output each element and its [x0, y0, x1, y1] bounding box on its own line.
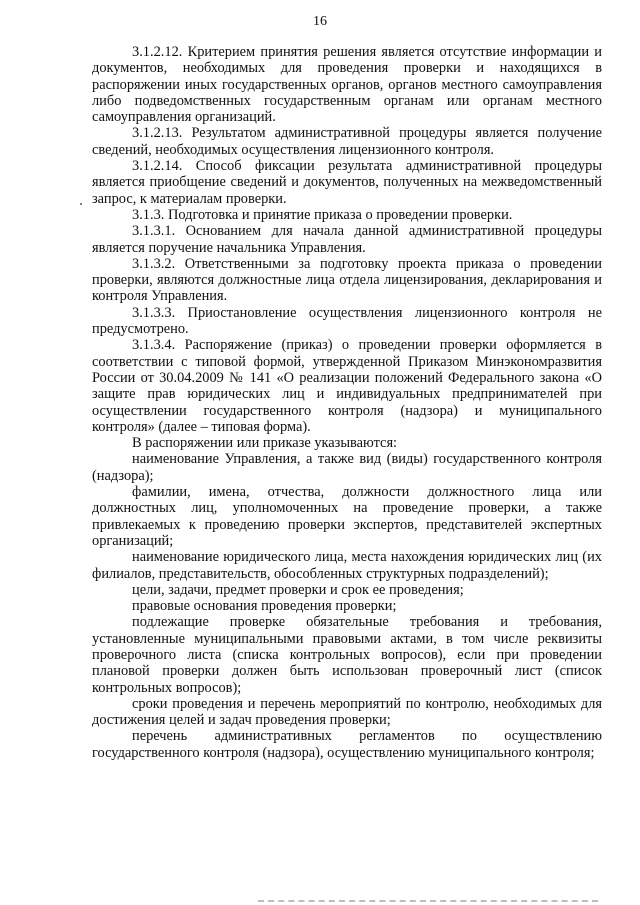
paragraph-3-1-2-13: 3.1.2.13. Результатом административной процедуры является получение сведений, необходимых осуществления лицензионного контроля. [92, 125, 602, 158]
margin-mark [80, 203, 82, 205]
page-number: 16 [313, 14, 327, 29]
paragraph-3-1-3-3: 3.1.3.3. Приостановление осуществления лицензионного контроля не предусмотрено. [92, 304, 602, 338]
list-item-requirements: подлежащие проверке обязательные требования и требования, установленные муниципальными правовыми актами, в том числе реквизиты проверочного листа (списка контрольных вопросов), если при проведении плановой проверки должен быть использован проверочный лист (список контрольных вопросов); [92, 614, 602, 696]
footer-line [258, 900, 598, 902]
list-item-officials: фамилии, имена, отчества, должности должностного лица или должностных лиц, уполномоченных на проведение проверки, а также привлекаемых к проведению проверки экспертов, представителей экспертных организаций; [92, 484, 602, 549]
list-item-regulations: перечень административных регламентов по осуществлению государственного контроля (надзора), осуществлению муниципального контроля; [92, 728, 602, 761]
paragraph-3-1-3-2: 3.1.3.2. Ответственными за подготовку проекта приказа о проведении проверки, являются должностные лица отдела лицензирования, декларирования и контроля Управления. [92, 255, 602, 305]
paragraph-3-1-3: 3.1.3. Подготовка и принятие приказа о проведении проверки. [132, 206, 513, 223]
list-item-entity-name: наименование юридического лица, места нахождения юридических лиц (их филиалов, представительств, обособленных структурных подразделений); [92, 549, 602, 582]
list-item-terms: сроки проведения и перечень мероприятий по контролю, необходимых для достижения целей и задач проведения проверки; [92, 695, 602, 729]
list-item-legal-basis: правовые основания проведения проверки; [132, 598, 397, 615]
paragraph-3-1-3-4: 3.1.3.4. Распоряжение (приказ) о проведении проверки оформляется в соответствии с типовой формой, утвержденной Приказом Минэкономразвития России от 30.04.2009 № 141 «О реализации положений Федерального закона «О защите прав юридических лиц и индивидуальных предпринимателей при осуществлении государственного контроля (надзора) и муниципального контроля» (далее – типовая форма). [92, 337, 602, 435]
paragraph-3-1-2-14: 3.1.2.14. Способ фиксации результата административной процедуры является приобщение сведений и документов, полученных на межведомственный запрос, к материалам проверки. [92, 158, 602, 207]
paragraph-3-1-2-12: 3.1.2.12. Критерием принятия решения является отсутствие информации и документов, необходимых для проведения проверки и находящихся в распоряжении иных государственных органов, органов местного самоуправления либо подведомственных государственным органам или органам местного самоуправления организаций. [92, 44, 602, 126]
list-item-authority-name: наименование Управления, а также вид (виды) государственного контроля (надзора); [92, 451, 602, 484]
list-intro: В распоряжении или приказе указываются: [132, 435, 398, 452]
document-body [92, 44, 602, 761]
list-item-goals: цели, задачи, предмет проверки и срок ее проведения; [132, 581, 464, 598]
paragraph-3-1-3-1: 3.1.3.1. Основанием для начала данной административной процедуры является поручение начальника Управления. [92, 223, 602, 256]
